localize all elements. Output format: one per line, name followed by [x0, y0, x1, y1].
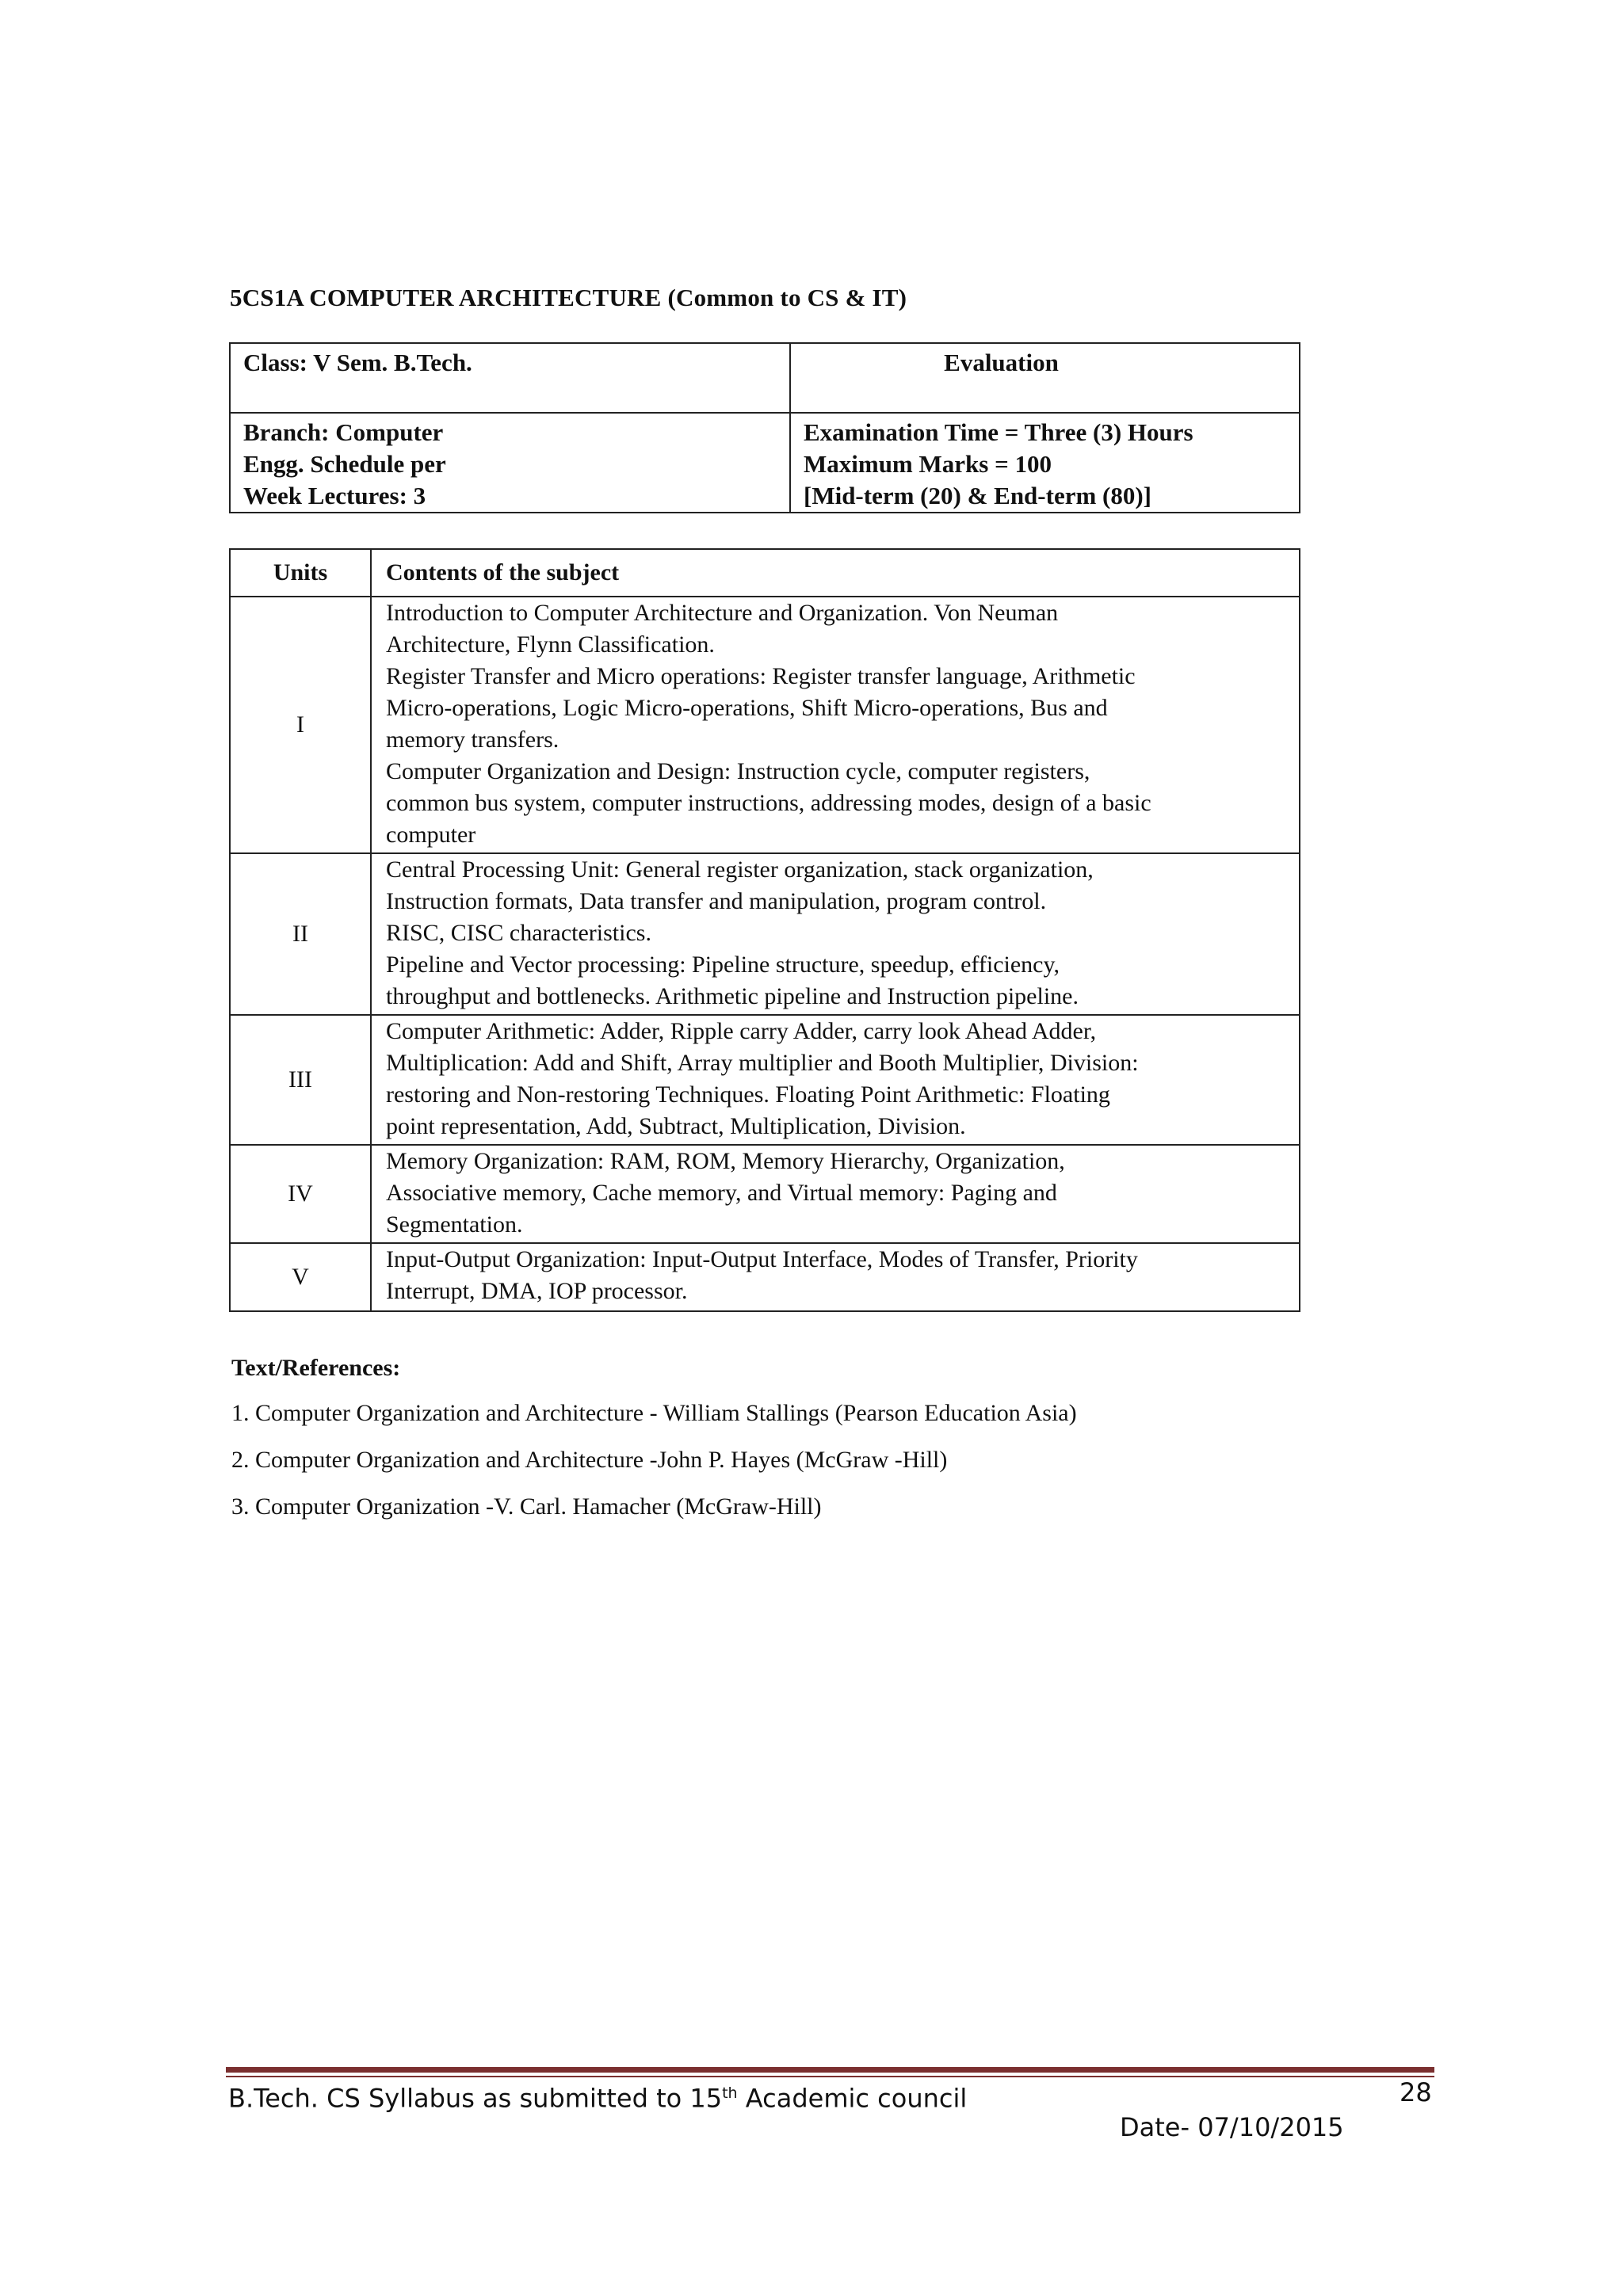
content-line: Multiplication: Add and Shift, Array multiplier and Booth Multiplier, Division: [386, 1050, 1139, 1076]
content-line: Segmentation. [386, 1211, 523, 1238]
unit-number: I [230, 597, 371, 853]
content-line: Register Transfer and Micro operations: Register transfer language, Arithmetic [386, 663, 1136, 689]
unit-content [371, 853, 1300, 1015]
content-line: Input-Output Organization: Input-Output Interface, Modes of Transfer, Priority [386, 1246, 1138, 1272]
evaluation-header: Evaluation [790, 343, 1300, 413]
content-line: Interrupt, DMA, IOP processor. [386, 1278, 688, 1304]
content-line: computer [386, 822, 476, 848]
footer-sup: th [722, 2084, 738, 2102]
table-row [230, 1015, 1300, 1145]
units-table [229, 548, 1300, 1312]
page-number: 28 [1400, 2077, 1432, 2107]
unit-content [371, 1243, 1300, 1311]
content-line: Associative memory, Cache memory, and Virtual memory: Paging and [386, 1180, 1057, 1206]
page-title: 5CS1A COMPUTER ARCHITECTURE (Common to CS & IT) [230, 284, 907, 311]
branch-label: Branch: Computer [243, 418, 444, 446]
reference-item: 2. Computer Organization and Architecture -John P. Hayes (McGraw -Hill) [231, 1447, 948, 1473]
exam-cell [790, 413, 1300, 513]
reference-item: 1. Computer Organization and Architecture - William Stallings (Pearson Education Asia) [231, 1400, 1077, 1426]
unit-number: V [230, 1243, 371, 1311]
content-line: Computer Organization and Design: Instruction cycle, computer registers, [386, 758, 1090, 784]
content-line: throughput and bottlenecks. Arithmetic pipeline and Instruction pipeline. [386, 983, 1079, 1009]
content-line: Computer Arithmetic: Adder, Ripple carry Adder, carry look Ahead Adder, [386, 1018, 1097, 1044]
reference-item: 3. Computer Organization -V. Carl. Hamacher (McGraw-Hill) [231, 1493, 822, 1520]
unit-content [371, 597, 1300, 853]
branch-cell [230, 413, 790, 513]
footer-suffix: Academic council [737, 2083, 968, 2114]
content-line: restoring and Non-restoring Techniques. Floating Point Arithmetic: Floating [386, 1081, 1110, 1108]
unit-number: II [230, 853, 371, 1015]
course-info-table [229, 342, 1300, 513]
schedule-label: Engg. Schedule per [243, 450, 446, 478]
units-header: Units [230, 549, 371, 597]
footer-date: Date- 07/10/2015 [1120, 2112, 1344, 2142]
content-line: Instruction formats, Data transfer and manipulation, program control. [386, 888, 1047, 914]
content-line: Memory Organization: RAM, ROM, Memory Hierarchy, Organization, [386, 1148, 1065, 1174]
table-row [230, 597, 1300, 853]
references-title: Text/References: [231, 1355, 401, 1381]
content-line: Architecture, Flynn Classification. [386, 631, 715, 658]
lectures-label: Week Lectures: 3 [243, 482, 426, 509]
content-line: Pipeline and Vector processing: Pipeline structure, speedup, efficiency, [386, 952, 1060, 978]
mid-end-term: [Mid-term (20) & End-term (80)] [804, 482, 1152, 509]
table-row [230, 1145, 1300, 1243]
unit-content [371, 1145, 1300, 1243]
contents-header: Contents of the subject [371, 549, 1300, 597]
unit-number: III [230, 1015, 371, 1145]
footer-prefix: B.Tech. CS Syllabus as submitted to 15 [228, 2083, 723, 2114]
exam-time: Examination Time = Three (3) Hours [804, 418, 1193, 446]
content-line: point representation, Add, Subtract, Multiplication, Division. [386, 1113, 966, 1139]
unit-number: IV [230, 1145, 371, 1243]
content-line: RISC, CISC characteristics. [386, 920, 651, 946]
content-line: Central Processing Unit: General register organization, stack organization, [386, 856, 1094, 883]
content-line: Micro-operations, Logic Micro-operations, Shift Micro-operations, Bus and [386, 695, 1108, 721]
content-line: memory transfers. [386, 727, 559, 753]
class-cell: Class: V Sem. B.Tech. [230, 343, 790, 413]
max-marks: Maximum Marks = 100 [804, 450, 1052, 478]
unit-content [371, 1015, 1300, 1145]
footer-caption [228, 2066, 967, 2115]
table-row [230, 1243, 1300, 1311]
content-line: Introduction to Computer Architecture and Organization. Von Neuman [386, 600, 1059, 626]
table-row [230, 853, 1300, 1015]
content-line: common bus system, computer instructions, addressing modes, design of a basic [386, 790, 1151, 816]
